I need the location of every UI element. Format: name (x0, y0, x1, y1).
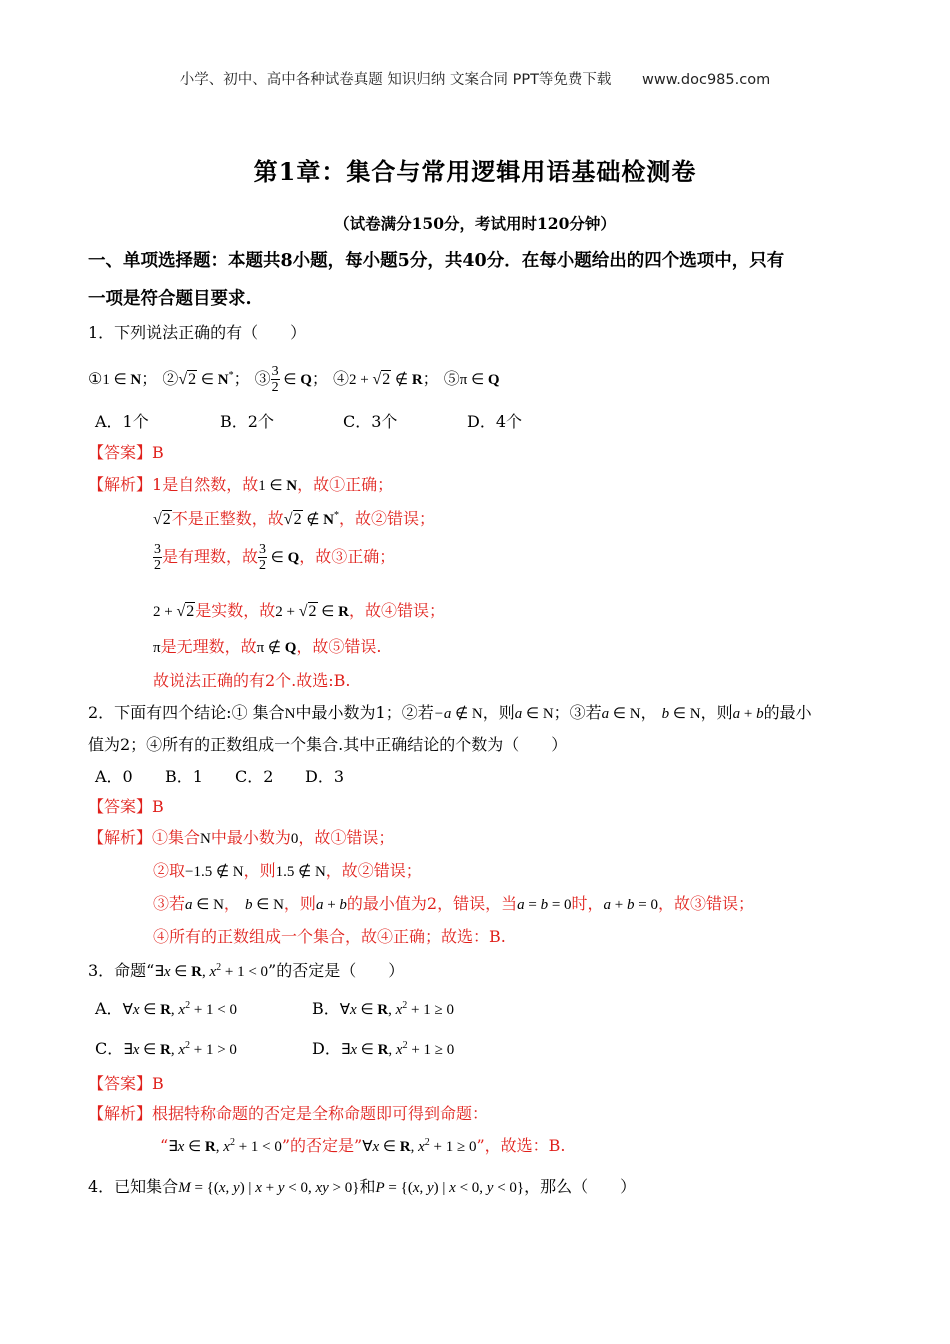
q1-analysis-line5: π是无理数，故π ∉ Q，故⑤错误. (153, 637, 382, 656)
q2-analysis-line3: ③若a ∈ N， b ∈ N，则a + b的最小值为2，错误，当a = b = 0时，a + b = 0，故③错误； (153, 894, 754, 913)
q1-statements: ①1 ∈ N； ②√2 ∈ N*； ③ $\frac{3}{2}$ ∈ Q； ④2 + √2 ∉ R； ⑤π ∈ Q (88, 364, 500, 395)
q3-stem: 3．命题“∃x ∈ R, $x^2 + 1 < 0$”的否定是（ ） (88, 961, 405, 980)
q1-analysis-line6: 故说法正确的有2个.故选:B. (153, 671, 351, 690)
q2-option-d: D．3 (305, 767, 345, 786)
q3-option-a: A．∀x ∈ R, $x^2 + 1 < 0$ (95, 999, 238, 1018)
q2-analysis-line2: ②取−1.5 ∉ N，则1.5 ∉ N，故②错误； (153, 861, 422, 880)
q3-option-c: C．∃x ∈ R, $x^2 + 1 > 0$ (95, 1039, 237, 1058)
q1-option-b: B．2个 (220, 412, 274, 431)
q3-option-d: D．∃x ∈ R, $x^2 + 1 \ge 0$ (312, 1039, 455, 1058)
q2-analysis-line1: 【解析】①集合N中最小数为0，故①错误； (88, 828, 395, 847)
q1-answer: 【答案】B (88, 443, 164, 462)
page-title: 第1章：集合与常用逻辑用语基础检测卷 (253, 157, 697, 186)
section-heading-line1: 一、单项选择题：本题共8小题，每小题5分，共40分．在每小题给出的四个选项中，只有 (88, 251, 785, 271)
q1-option-a: A．1个 (95, 412, 149, 431)
q1-option-c: C．3个 (343, 412, 398, 431)
q3-analysis-line1: 【解析】根据特称命题的否定是全称命题即可得到命题： (88, 1104, 489, 1123)
q2-option-a: A．0 (95, 767, 133, 786)
header-text: 小学、初中、高中各种试卷真题 知识归纳 文案合同 PPT等免费下载 (179, 72, 612, 88)
q2-analysis-line4: ④所有的正数组成一个集合，故④正确；故选：B. (153, 927, 506, 946)
page-subtitle: （试卷满分150分，考试用时120分钟） (334, 214, 616, 233)
q1-option-d: D．4个 (467, 412, 523, 431)
q2-option-c: C．2 (235, 767, 274, 786)
page-header (0, 68, 950, 89)
q1-analysis-line3: $\frac{3}{2}$ 是有理数，故 $\frac{3}{2}$ ∈ Q，故③正确； (154, 542, 396, 573)
section-heading-line2: 一项是符合题目要求. (88, 289, 252, 309)
q1-analysis-line1: 【解析】1是自然数，故1 ∈ N，故①正确； (88, 475, 394, 494)
q1-analysis-line2: √2不是正整数，故√2 ∉ N*，故②错误； (153, 509, 436, 528)
q4-stem: 4．已知集合M = {(x, y) | x + y < 0, xy > 0}和P = {(x, y) | x < 0, y < 0}，那么（ ） (88, 1177, 637, 1196)
header-url[interactable]: www.doc985.com (642, 72, 771, 88)
q3-option-b: B．∀x ∈ R, $x^2 + 1 \ge 0$ (312, 999, 454, 1018)
q1-analysis-line4: 2 + √2是实数，故2 + √2 ∈ R，故④错误； (153, 601, 445, 620)
q2-stem-line2: 值为2；④所有的正数组成一个集合.其中正确结论的个数为（ ） (88, 735, 568, 754)
q2-stem-line1: 2．下面有四个结论:① 集合N中最小数为1；②若−a ∉ N，则a ∈ N；③若a ∈ N， b ∈ N，则a + b的最小 (88, 703, 812, 722)
q3-analysis-line2: “∃x ∈ R, $x^2 + 1 < 0$”的否定是”∀x ∈ R, $x^2 + 1 \ge 0$”，故选：B. (160, 1136, 566, 1155)
q3-answer: 【答案】B (88, 1074, 164, 1093)
q1-stem: 1．下列说法正确的有（ ） (88, 323, 307, 342)
q2-option-b: B．1 (165, 767, 203, 786)
q2-answer: 【答案】B (88, 797, 164, 816)
